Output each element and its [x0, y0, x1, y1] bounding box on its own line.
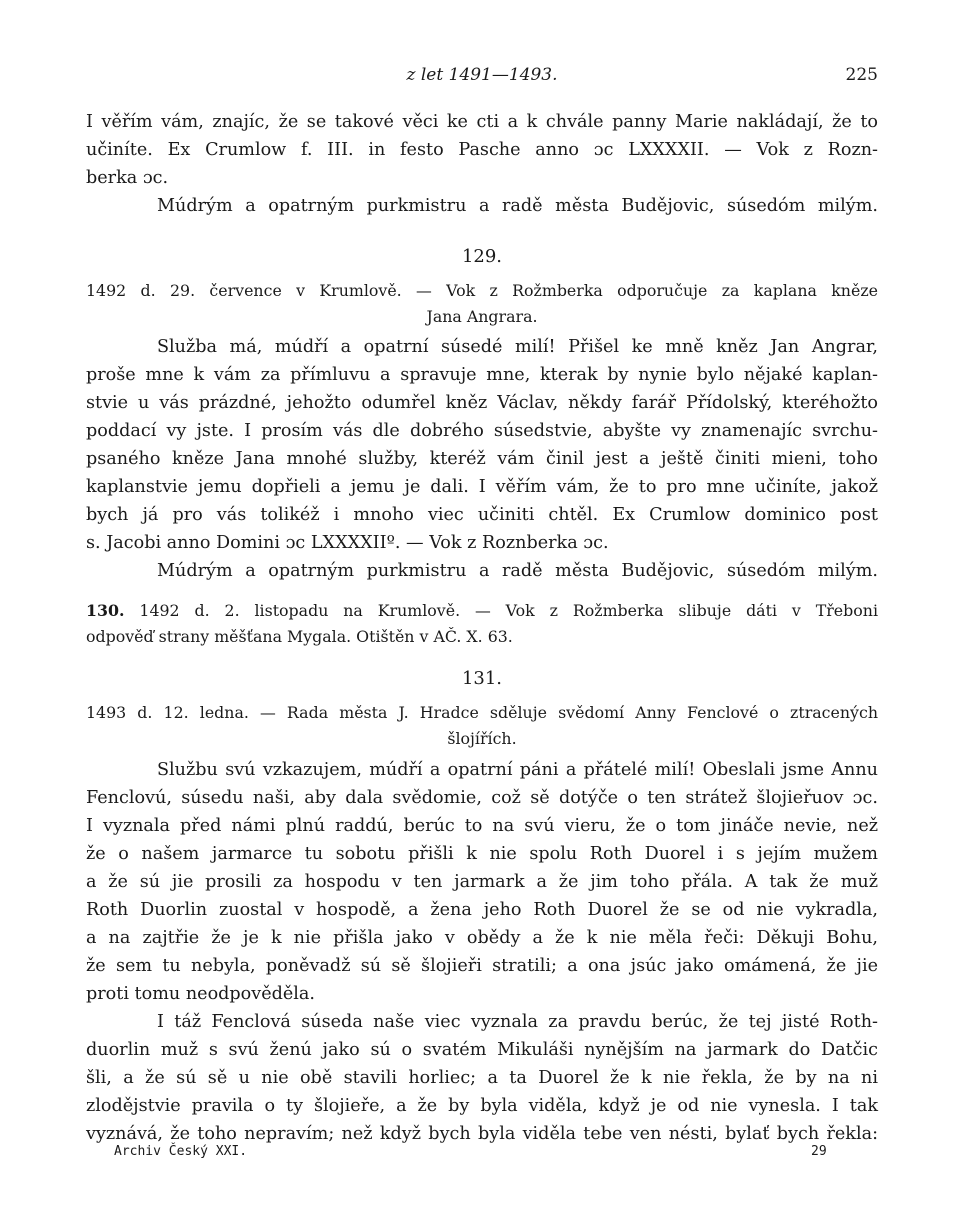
- text-line: I vyznala před námi plnú raddú, berúc to na svú vieru, že o tom jináče nevie, než: [86, 816, 878, 836]
- regest-line: 1493 d. 12. ledna. — Rada města J. Hradce sděluje svědomí Anny Fenclové o ztracených: [86, 703, 878, 722]
- text-line: I věřím vám, znajíc, že se takové věci ke cti a k chvále panny Marie nakládají, že to: [86, 112, 878, 132]
- page-header: [86, 62, 878, 88]
- text-line: zlodějstvie pravila o ty šlojieře, a že by byla viděla, když je od nie vynesla. I tak: [86, 1096, 878, 1116]
- document-number: 129.: [461, 246, 503, 267]
- doc-129-regest: [86, 278, 878, 330]
- text-line: poddací vy jste. I prosím vás dle dobrého súsedstvie, abyšte vy znamenajíc svrchu-: [86, 421, 878, 441]
- address-line: Múdrým a opatrným purkmistru a radě města Budějovic, súsedóm milým.: [157, 196, 878, 216]
- text-line: bych já pro vás tolikéž i mnoho viec učiniti chtěl. Ex Crumlow dominico post: [86, 505, 878, 525]
- page-number: 225: [845, 65, 878, 85]
- signature-mark: Archiv Český XXI.: [114, 1144, 248, 1159]
- document-number: 130.: [86, 601, 125, 620]
- text-line: proše mne k vám za přímluvu a spravuje mne, kterak by nynie bylo nějaké kaplan-: [86, 365, 878, 385]
- regest-line: Jana Angrara.: [426, 307, 538, 326]
- page: [86, 0, 878, 1217]
- text-line: proti tomu neodpověděla.: [86, 984, 316, 1004]
- running-title: z let 1491—1493.: [406, 65, 558, 85]
- text-line: berka ɔc.: [86, 168, 169, 188]
- text-line: I táž Fenclová súseda naše viec vyznala za pravdu berúc, že tej jisté Roth-: [157, 1012, 878, 1032]
- text-line: učiníte. Ex Crumlow f. III. in festo Pasche anno ɔc LXXXXII. — Vok z Rozn-: [86, 140, 878, 160]
- text-line: vyznává, že toho nepravím; než když bych byla viděla tebe ven nésti, bylať bych řekla:: [86, 1124, 878, 1144]
- address-line: Múdrým a opatrným purkmistru a radě města Budějovic, súsedóm milým.: [157, 561, 878, 581]
- regest-text: 1492 d. 2. listopadu na Krumlově. — Vok z Rožmberka slibuje dáti v Třeboni: [139, 601, 878, 620]
- text-line: kaplanstvie jemu dopřieli a jemu je dali. I věřím vám, že to pro mne učiníte, jakož: [86, 477, 878, 497]
- text-line: Fenclovú, súsedu naši, aby dala svědomie, což sě dotýče o ten strátež šlojieřuov ɔc.: [86, 788, 878, 808]
- text-line: a na zajtřie že je k nie přišla jako v obědy a že k nie měla řeči: Děkuji Bohu,: [86, 928, 878, 948]
- document-number: 131.: [461, 668, 503, 689]
- regest-line: [86, 598, 878, 624]
- text-line: s. Jacobi anno Domini ɔc LXXXXIIº. — Vok z Roznberka ɔc.: [86, 533, 609, 553]
- regest-line: šlojířích.: [447, 729, 517, 748]
- regest-line: odpověď strany měšťana Mygala. Otištěn v AČ. X. 63.: [86, 627, 513, 646]
- text-line: a že sú jie prosili za hospodu v ten jarmark a že jim toho přála. A tak že muž: [86, 872, 878, 892]
- text-line: psaného kněze Jana mnohé služby, kteréž vám činil jest a ještě činiti mieni, toho: [86, 449, 878, 469]
- page-footer: [86, 1140, 878, 1164]
- text-line: Služba má, múdří a opatrní súsedé milí! Přišel ke mně kněz Jan Angrar,: [157, 337, 878, 357]
- doc-130-regest: [86, 598, 878, 650]
- signature-number: 29: [811, 1144, 827, 1159]
- text-line: Službu svú vzkazujem, múdří a opatrní páni a přátelé milí! Obeslali jsme Annu: [157, 760, 878, 780]
- text-line: Roth Duorlin zuostal v hospodě, a žena jeho Roth Duorel že se od nie vykradla,: [86, 900, 878, 920]
- doc-131-body-p1: [86, 756, 878, 1008]
- text-line: že sem tu nebyla, poněvadž sú sě šlojieři stratili; a ona jsúc jako omámená, že jie: [86, 956, 878, 976]
- text-line: duorlin muž s svú ženú jako sú o svatém Mikuláši nynějším na jarmark do Datčic: [86, 1040, 878, 1060]
- text-line: šli, a že sú sě u nie obě stavili horliec; a ta Duorel že k nie řekla, že by na ni: [86, 1068, 878, 1088]
- doc-129-body: [86, 333, 878, 585]
- text-line: že o našem jarmarce tu sobotu přišli k nie spolu Roth Duorel i s jejím mužem: [86, 844, 878, 864]
- letter-128-tail: [86, 108, 878, 220]
- doc-131-body-p2: [86, 1008, 878, 1148]
- text-line: stvie u vás prázdné, jehožto odumřel kněz Václav, někdy farář Přídolský, kteréhožto: [86, 393, 878, 413]
- regest-line: 1492 d. 29. července v Krumlově. — Vok z Rožmberka odporučuje za kaplana kněze: [86, 281, 878, 300]
- doc-131-regest: [86, 700, 878, 752]
